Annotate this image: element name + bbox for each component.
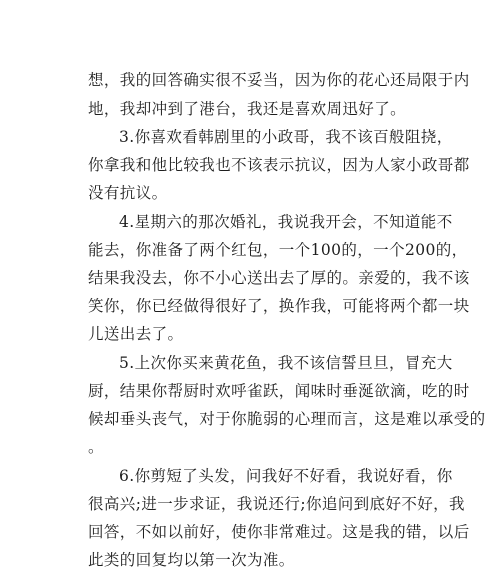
text-line: 厨，结果你帮厨时欢呼雀跃，闻味时垂涎欲滴，吃的时: [88, 382, 470, 400]
text-line: 地，我却冲到了港台，我还是喜欢周迅好了。: [88, 100, 407, 118]
text-line: 候却垂头丧气，对于你脆弱的心理而言，这是难以承受的: [88, 410, 486, 428]
text-line: 回答，不如以前好，使你非常难过。这是我的错，以后: [88, 523, 470, 541]
text-line: 儿送出去了。: [88, 325, 184, 343]
text-line: 你拿我和他比较我也不该表示抗议，因为人家小政哥都: [88, 156, 470, 174]
text-line: 。: [88, 438, 104, 456]
text-line: 很高兴;进一步求证，我说还行;你追问到底好不好，我: [88, 495, 465, 513]
text-line: 没有抗议。: [88, 184, 168, 202]
text-line: 3.你喜欢看韩剧里的小政哥，我不该百般阻挠，: [119, 128, 453, 146]
text-line: 想，我的回答确实很不妥当，因为你的花心还局限于内: [88, 71, 470, 89]
text-line: 5.上次你买来黄花鱼，我不该信誓旦旦，冒充大: [119, 354, 453, 372]
text-line: 笑你，你已经做得很好了，换作我，可能将两个都一块: [88, 297, 470, 315]
text-line: 结果我没去，你不小心送出去了厚的。亲爱的，我不该: [88, 269, 470, 287]
text-line: 6.你剪短了头发，问我好不好看，我说好看，你: [119, 467, 453, 485]
text-line: 能去，你准备了两个红包，一个100的，一个200的，: [88, 241, 468, 259]
text-line: 4.星期六的那次婚礼，我说我开会，不知道能不: [119, 213, 453, 231]
text-line: 此类的回复均以第一次为准。: [88, 551, 295, 569]
